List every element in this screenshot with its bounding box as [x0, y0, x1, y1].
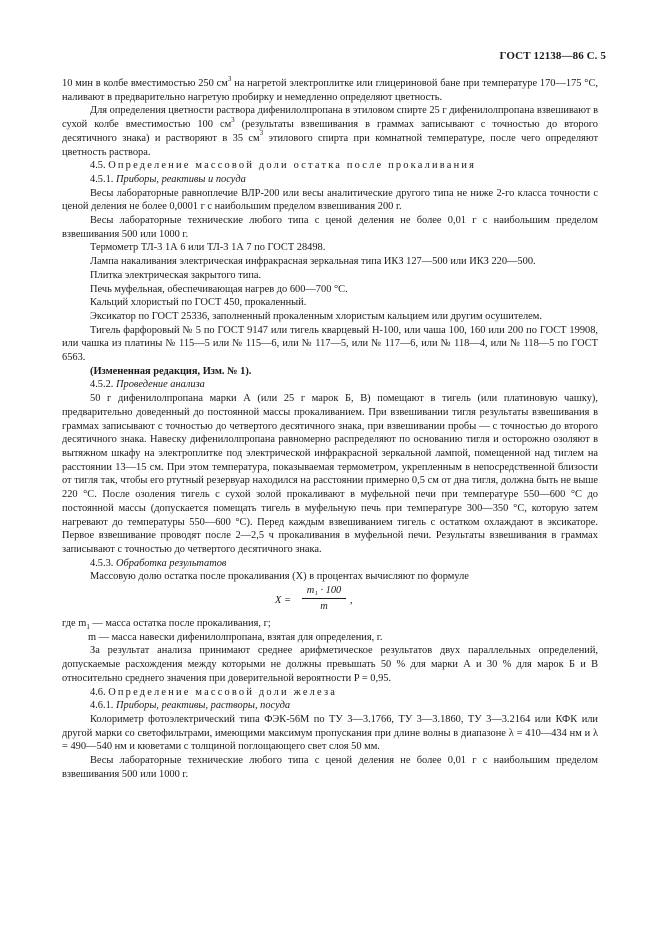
text-run: (результаты взвешивания в граммах записывают с точностью до второго десятичного знака) и растворяют в 35 см	[62, 119, 598, 144]
subsection-heading	[62, 173, 598, 187]
text-run: этилового спирта при комнатной температуре, после чего определяют цветность раствора.	[62, 132, 598, 158]
section-number: 4.6.1.	[90, 700, 114, 712]
document-body	[62, 74, 598, 781]
superscript: 3	[259, 129, 264, 138]
paragraph: Весы лабораторные технические любого типа с ценой деления не более 0,01 г с наибольшим пределом взвешивания 500 или 1000 г.	[62, 215, 598, 240]
variable-definition: m — масса навески дифенилолпропана, взятая для определения, г.	[88, 631, 383, 643]
subsection-heading	[62, 699, 598, 713]
paragraph: Лампа накаливания электрическая инфракрасная зеркальная типа ИКЗ 127—500 или ИКЗ 220—500.	[90, 256, 536, 268]
page-header: ГОСТ 12138—86 С. 5	[499, 50, 606, 62]
section-title: Приборы, реактивы и посуда	[116, 173, 246, 185]
section-title: Приборы, реактивы, растворы, посуда	[116, 700, 291, 712]
paragraph: Тигель фарфоровый № 5 по ГОСТ 9147 или тигель кварцевый Н-100, или чаша 100, 160 или 200 по ГОСТ 19908, или чашка из платины № 115—5 или № 115—6, или № 117—5, или № 117—6, или № 118—4, или № 118—5 по ГОСТ 6563.	[62, 324, 598, 364]
paragraph: Весы лабораторные равноплечие ВЛР-200 или весы аналитические другого типа не ниже 2-го класса точности с ценой деления не более 0,0001 г с наибольшим пределом взвешивания 200 г.	[62, 187, 598, 213]
subscript: 1	[86, 623, 90, 632]
section-number: 4.6.	[90, 686, 106, 698]
paragraph: 50 г дифенилолпропана марки А (или 25 г марок Б, В) помещают в тигель (или платиновую чашку), предварительно доведенный до постоянной массы прокаливанием. При взвешивании тигля результаты взвешивания в граммах записывают с точностью до четвертого десятичного знака, при взвешивании пробы — с точностью до второго десятичного знака. Навеску дифенилолпропана равномерно распределяют по основанию тигля и осторожно озоляют в вытяжном шкафу на электроплитке под электрической инфракрасной зеркальной лампой, помещенной над тиглем на расстоянии 13—15 см. При этом температура, показываемая термометром, укрепленным в непосредственной близости от тигля так, чтобы его ртутный резервуар находился на расстоянии примерно 0,5 см от дна тигля, должна быть не выше 220 °С. После озоления тигель с сухой золой прокаливают в муфельной печи при температуре 550—600 °С до постоянной массы (допускается помещать тигель в муфельную печь при температуре 300—350 °С, которую затем нагревают до температуры 550—600 °С). Перед каждым взвешиванием тигель с остатком охлаждают в эксикаторе. Первое взвешивание проводят после 2—2,5 ч прокаливания в муфельной печи. Результаты взвешивания в граммах записывают с точностью до четвертого десятичного знака.	[62, 393, 598, 555]
formula-comma: ,	[350, 595, 353, 607]
section-title: Определение массовой доли железа	[108, 686, 338, 698]
paragraph: За результат анализа принимают среднее арифметическое результатов двух параллельных определений, допускаемые расхождения между которыми не должны превышать 50 % для марки А и 30 % для марок Б и В относительно среднего значения при доверительной вероятности P = 0,95.	[62, 645, 598, 684]
paragraph: Колориметр фотоэлектрический типа ФЭК-56М по ТУ 3—3.1766, ТУ 3—3.1860, ТУ 3—3.2164 или КФК или другой марки со светофильтрами, имеющими максимум пропускания при длине волны в диапазоне λ = 410—434 нм и λ = 490—540 нм и кюветами с толщиной поглощающего свет слоя 50 мм.	[62, 713, 598, 753]
section-number: 4.5.2.	[90, 379, 114, 391]
formula-numerator: m₁ · 100	[302, 585, 346, 599]
variable-definition	[62, 617, 598, 631]
paragraph: Плитка электрическая закрытого типа.	[90, 269, 262, 281]
section-title: Определение массовой доли остатка после прокаливания	[108, 160, 477, 172]
paragraph: Печь муфельная, обеспечивающая нагрев до 600—700 °С.	[90, 283, 348, 295]
text-run: на нагретой электроплитке или глицериновой бане при температуре 170—175 °С, наливают в предварительно нагретую пробирку и немедленно определяют цветность.	[62, 78, 598, 103]
formula-denominator: m	[320, 601, 328, 613]
section-title: Обработка результатов	[116, 557, 227, 569]
section-number: 4.5.3.	[90, 557, 114, 569]
subsection-heading	[62, 557, 598, 571]
paragraph: Эксикатор по ГОСТ 25336, заполненный прокаленным хлористым кальцием или другим осушителем.	[90, 310, 542, 322]
formula-lhs: X =	[275, 595, 291, 607]
paragraph: Массовую долю остатка после прокаливания (X) в процентах вычисляют по формуле	[90, 571, 469, 583]
section-title: Проведение анализа	[116, 379, 205, 391]
formula-fraction	[302, 585, 346, 613]
paragraph: Кальций хлористый по ГОСТ 450, прокаленный.	[90, 297, 307, 309]
paragraph: Весы лабораторные технические любого типа с ценой деления не более 0,01 г с наибольшим пределом взвешивания 500 или 1000 г.	[62, 755, 598, 780]
section-heading	[62, 686, 598, 700]
paragraph	[62, 104, 598, 159]
text-run: Для определения цветности раствора дифенилолпропана в этиловом спирте 25 г дифенилолпропана взвешивают в сухой колбе вместимостью 100 см	[62, 105, 598, 131]
paragraph	[62, 74, 598, 104]
superscript: 3	[227, 74, 232, 83]
text-run: 10 мин в колбе вместимостью 250 см	[62, 78, 228, 89]
subsection-heading	[62, 378, 598, 392]
text-run: — масса остатка после прокаливания, г;	[89, 618, 271, 630]
text-run: где m	[62, 618, 87, 630]
section-number: 4.5.	[90, 160, 106, 172]
paragraph: Термометр ТЛ-3 1А 6 или ТЛ-3 1А 7 по ГОСТ 28498.	[90, 242, 326, 254]
section-number: 4.5.1.	[90, 173, 114, 185]
formula	[62, 585, 598, 615]
section-heading	[62, 159, 598, 173]
amendment-note: (Измененная редакция, Изм. № 1).	[90, 365, 252, 377]
superscript: 3	[231, 115, 235, 124]
